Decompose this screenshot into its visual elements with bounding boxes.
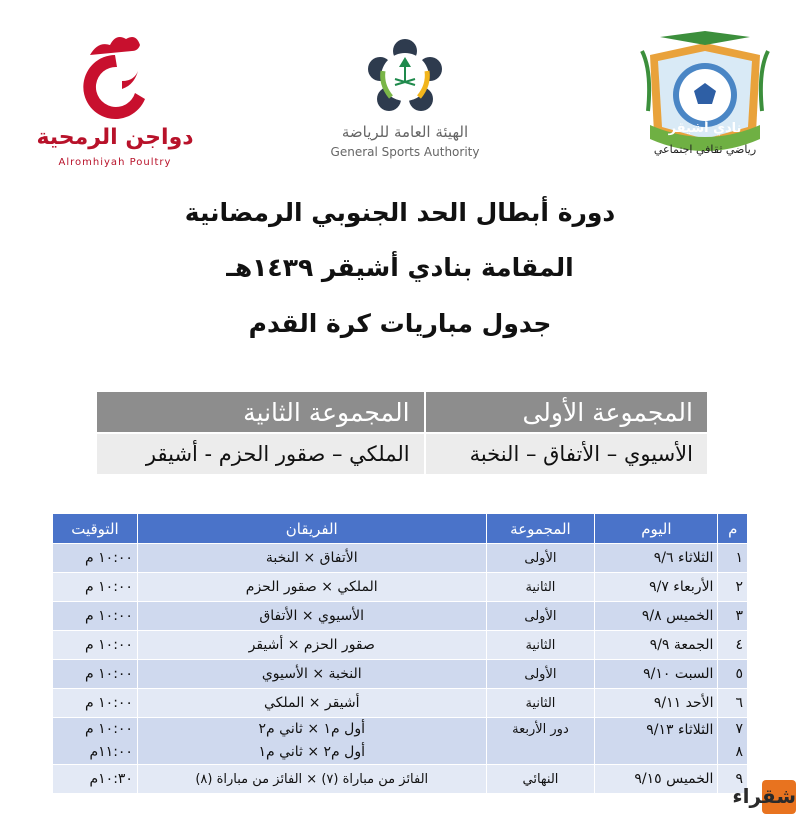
match-num: ٣ [718, 602, 748, 631]
match-group: الثانية [486, 631, 595, 660]
match-num: ٧ [735, 721, 743, 737]
match-group: الأولى [486, 660, 595, 689]
match-schedule-table [52, 513, 748, 794]
final-row [53, 765, 748, 794]
match-day: السبت ٩/١٠ [595, 660, 718, 689]
match-num: ١ [718, 544, 748, 573]
match-num: ٩ [718, 765, 748, 794]
match-group: الأولى [486, 544, 595, 573]
match-teams: الأسيوي × الأتفاق [137, 602, 486, 631]
match-time: ١٠:٠٠ م [53, 660, 138, 689]
table-row [53, 631, 748, 660]
table-row [53, 573, 748, 602]
match-num: ٤ [718, 631, 748, 660]
table-row [53, 602, 748, 631]
match-group: دور الأربعة [486, 718, 595, 765]
match-time: ١١:٠٠م [89, 744, 133, 760]
shaqra-watermark [716, 780, 796, 820]
match-group: النهائي [486, 765, 595, 794]
ushaiqer-club-logo [630, 25, 780, 165]
header-time: التوقيت [53, 514, 138, 544]
logo-left-english: Alromhiyah Poultry [58, 157, 172, 168]
groups-table [95, 392, 707, 474]
general-sports-authority-logo [310, 35, 500, 175]
match-teams: أول م١ × ثاني م٢ [258, 721, 365, 737]
match-time: ١٠:٣٠م [53, 765, 138, 794]
match-time: ١٠:٠٠ م [53, 689, 138, 718]
match-time: ١٠:٠٠ م [53, 544, 138, 573]
match-day: الخميس ٩/١٥ [595, 765, 718, 794]
group-one-teams: الأسيوي – الأتفاق – النخبة [425, 433, 707, 474]
header-num: م [718, 514, 748, 544]
tournament-title: دورة أبطال الحد الجنوبي الرمضانية [184, 198, 616, 227]
match-teams: أشيقر × الملكي [137, 689, 486, 718]
header-group: المجموعة [486, 514, 595, 544]
group-two-header: المجموعة الثانية [96, 392, 425, 433]
match-day: الأحد ٩/١١ [595, 689, 718, 718]
semifinal-row [53, 718, 748, 765]
rooster-icon [30, 25, 200, 125]
match-day: الخميس ٩/٨ [595, 602, 718, 631]
watermark-text: شقراء [732, 784, 796, 808]
venue-title: المقامة بنادي أشيقر ١٤٣٩هـ [226, 253, 574, 282]
match-teams: صقور الحزم × أشيقر [137, 631, 486, 660]
match-group: الأولى [486, 602, 595, 631]
match-group: الثانية [486, 689, 595, 718]
match-teams: الأتفاق × النخبة [137, 544, 486, 573]
match-teams: الفائز من مباراة (٧) × الفائز من مباراة (٨) [137, 765, 486, 794]
match-day: الثلاثاء ٩/٦ [595, 544, 718, 573]
logo-right-sub: رياضي ثقافي اجتماعي [653, 143, 757, 156]
match-num: ٨ [735, 744, 743, 760]
match-num: ٦ [718, 689, 748, 718]
header-teams: الفريقان [137, 514, 486, 544]
schedule-title: جدول مباريات كرة القدم [248, 309, 552, 338]
logo-right-caption: نادي أشيقر [668, 121, 742, 136]
match-teams: النخبة × الأسيوي [137, 660, 486, 689]
alromhiyah-poultry-logo [30, 25, 200, 175]
logo-center-arabic: الهيئة العامة للرياضة [341, 123, 469, 141]
schedule-header-row [53, 514, 748, 544]
flower-emblem-icon [310, 35, 500, 120]
match-time: ١٠:٠٠ م [53, 573, 138, 602]
match-time: ١٠:٠٠ م [85, 721, 133, 737]
match-day: الأربعاء ٩/٧ [595, 573, 718, 602]
match-num: ٥ [718, 660, 748, 689]
match-day: الثلاثاء ٩/١٣ [595, 718, 718, 765]
match-time: ١٠:٠٠ م [53, 602, 138, 631]
header-day: اليوم [595, 514, 718, 544]
table-row [53, 544, 748, 573]
group-two-teams: الملكي – صقور الحزم - أشيقر [96, 433, 425, 474]
match-teams: أول م٢ × ثاني م١ [258, 744, 365, 760]
table-row [53, 660, 748, 689]
match-time: ١٠:٠٠ م [53, 631, 138, 660]
match-group: الثانية [486, 573, 595, 602]
match-day: الجمعة ٩/٩ [595, 631, 718, 660]
logo-center-english: General Sports Authority [330, 145, 480, 159]
match-teams: الملكي × صقور الحزم [137, 573, 486, 602]
match-num: ٢ [718, 573, 748, 602]
logo-left-arabic: دواجن الرمحية [36, 125, 194, 150]
table-row [53, 689, 748, 718]
group-one-header: المجموعة الأولى [425, 392, 707, 433]
